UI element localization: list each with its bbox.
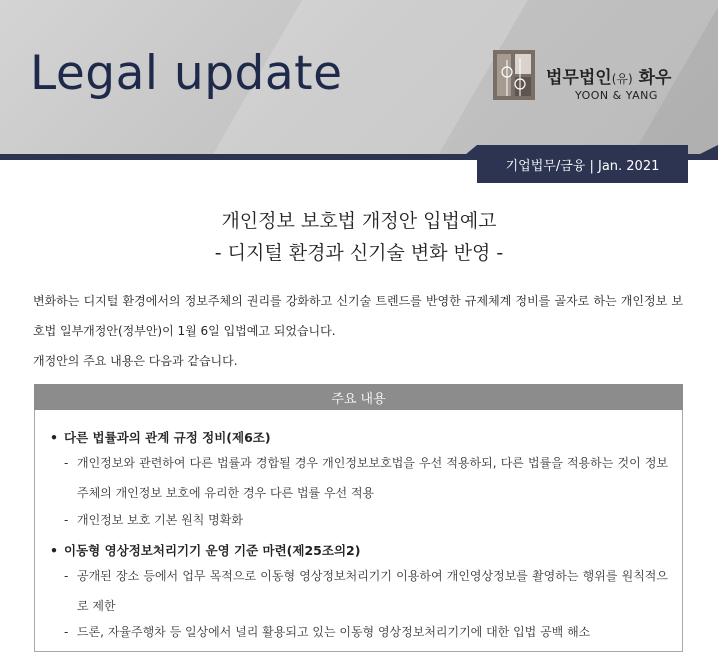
tag-corner-decoration: [459, 145, 477, 160]
firm-name-english: YOON & YANG: [575, 89, 658, 102]
summary-sub-text: 개인정보와 관련하여 다른 법률과 경합될 경우 개인정보보호법을 우선 적용하되, 다른 법률을 적용하는 것이 정보주체의 개인정보 보호에 유리한 경우 다른 법률 우선 적용: [77, 456, 668, 500]
dash-icon: -: [64, 456, 69, 470]
summary-item-label: 다른 법률과의 관계 규정 정비(제6조): [64, 430, 271, 445]
page-title: Legal update: [30, 46, 343, 101]
category-date-tag: 기업법무/금융 | Jan. 2021: [477, 145, 688, 183]
bullet-icon: •: [50, 430, 58, 445]
intro-paragraph: 변화하는 디지털 환경에서의 정보주체의 권리를 강화하고 신기술 트렌드를 반영한 규제체계 정비를 골자로 하는 개인정보 보호법 일부개정안(정부안)이 1월 6일 입법예고 되었습니다.: [33, 294, 683, 338]
article-headline: [0, 205, 718, 269]
headline-line2: - 디지털 환경과 신기술 변화 반영 -: [214, 242, 504, 264]
summary-sub-text: 개인정보 보호 기본 원칙 명확화: [77, 513, 243, 527]
bullet-icon: •: [50, 543, 58, 558]
firm-name-korean: [546, 63, 671, 88]
firm-name-part: 법무법인: [546, 68, 612, 88]
summary-sub-item: [64, 448, 668, 508]
summary-sub-text: 드론, 자율주행차 등 일상에서 널리 활용되고 있는 이동형 영상정보처리기기에 대한 입법 공백 해소: [77, 625, 591, 639]
summary-sub-item: [64, 617, 668, 647]
summary-sub-text: 공개된 장소 등에서 업무 목적으로 이동형 영상정보처리기기 이용하여 개인영상정보를 촬영하는 행위를 원칙적으로 제한: [77, 569, 668, 613]
headline-line1: 개인정보 보호법 개정안 입법예고: [221, 210, 497, 232]
intro-paragraph: 개정안의 주요 내용은 다음과 같습니다.: [33, 354, 238, 368]
summary-item-title: [50, 428, 271, 446]
firm-name-paren: (유): [611, 72, 633, 86]
dash-icon: -: [64, 569, 69, 583]
summary-item-title: [50, 541, 360, 559]
summary-box-heading: 주요 내용: [34, 384, 683, 410]
firm-logo-icon: [493, 50, 535, 100]
dash-icon: -: [64, 513, 69, 527]
tag-corner-decoration: [688, 145, 718, 160]
header-banner: [0, 0, 718, 158]
summary-sub-item: [64, 505, 668, 535]
firm-name-part: 화우: [638, 68, 672, 88]
summary-sub-item: [64, 561, 668, 621]
summary-item-label: 이동형 영상정보처리기기 운영 기준 마련(제25조의2): [64, 543, 361, 558]
dash-icon: -: [64, 625, 69, 639]
